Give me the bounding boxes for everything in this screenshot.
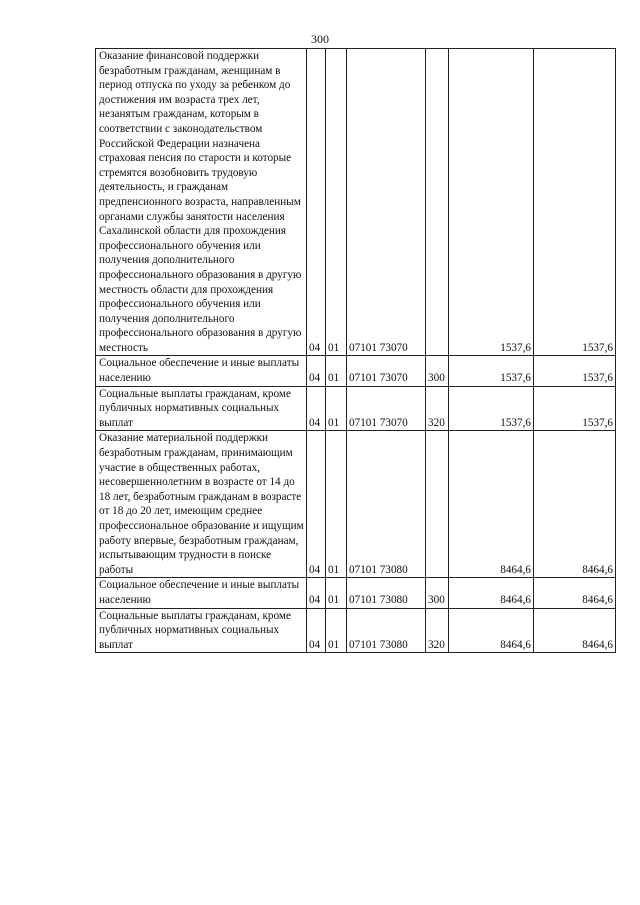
section-code: 04 <box>307 49 326 356</box>
amount-column-2: 1537,6 <box>534 356 616 386</box>
subsection-code: 01 <box>326 431 347 578</box>
target-article-code: 07101 73070 <box>347 386 426 431</box>
table-row <box>96 578 616 608</box>
row-description: Социальные выплаты гражданам, кроме публичных нормативных социальных выплат <box>96 608 307 653</box>
budget-table <box>95 48 616 653</box>
amount-column-2: 8464,6 <box>534 578 616 608</box>
section-code: 04 <box>307 608 326 653</box>
table-row <box>96 431 616 578</box>
budget-table-body <box>96 49 616 653</box>
section-code: 04 <box>307 431 326 578</box>
expense-type-code: 300 <box>426 356 449 386</box>
amount-column-1: 8464,6 <box>449 578 534 608</box>
section-code: 04 <box>307 386 326 431</box>
target-article-code: 07101 73080 <box>347 431 426 578</box>
target-article-code: 07101 73070 <box>347 49 426 356</box>
section-code: 04 <box>307 578 326 608</box>
expense-type-code: 320 <box>426 386 449 431</box>
table-row <box>96 49 616 356</box>
target-article-code: 07101 73070 <box>347 356 426 386</box>
amount-column-1: 1537,6 <box>449 356 534 386</box>
target-article-code: 07101 73080 <box>347 578 426 608</box>
row-description: Социальное обеспечение и иные выплаты населению <box>96 356 307 386</box>
page-number: 300 <box>311 32 329 46</box>
amount-column-2: 8464,6 <box>534 431 616 578</box>
row-description: Оказание финансовой поддержки безработным гражданам, женщинам в период отпуска по уходу за ребенком до достижения им возраста трех лет, незанятым гражданам, которым в соответствии с законодательством Российской Федерации назначена страховая пенсия по старости и которые стремятся возобновить трудовую деятельность, и гражданам предпенсионного возраста, направленным органами службы занятости населения Сахалинской области для прохождения профессионального обучения или получения дополнительного профессионального образования в другую местность области для прохождения профессионального обучения или получения дополнительного профессионального образования в другую местность <box>96 49 307 356</box>
row-description: Социальные выплаты гражданам, кроме публичных нормативных социальных выплат <box>96 386 307 431</box>
expense-type-code: 320 <box>426 608 449 653</box>
target-article-code: 07101 73080 <box>347 608 426 653</box>
table-row <box>96 356 616 386</box>
row-description: Оказание материальной поддержки безработным гражданам, принимающим участие в общественных работах, несовершеннолетним в возрасте от 14 до 18 лет, безработным гражданам в возрасте от 18 до 20 лет, имеющим среднее профессиональное образование и ищущим работу впервые, безработным гражданам, испытывающим трудности в поиске работы <box>96 431 307 578</box>
amount-column-1: 1537,6 <box>449 386 534 431</box>
table-row <box>96 608 616 653</box>
expense-type-code <box>426 49 449 356</box>
amount-column-2: 1537,6 <box>534 49 616 356</box>
subsection-code: 01 <box>326 608 347 653</box>
amount-column-2: 1537,6 <box>534 386 616 431</box>
amount-column-1: 8464,6 <box>449 431 534 578</box>
amount-column-2: 8464,6 <box>534 608 616 653</box>
table-row <box>96 386 616 431</box>
expense-type-code: 300 <box>426 578 449 608</box>
section-code: 04 <box>307 356 326 386</box>
subsection-code: 01 <box>326 356 347 386</box>
subsection-code: 01 <box>326 386 347 431</box>
subsection-code: 01 <box>326 49 347 356</box>
subsection-code: 01 <box>326 578 347 608</box>
expense-type-code <box>426 431 449 578</box>
row-description: Социальное обеспечение и иные выплаты населению <box>96 578 307 608</box>
amount-column-1: 8464,6 <box>449 608 534 653</box>
amount-column-1: 1537,6 <box>449 49 534 356</box>
